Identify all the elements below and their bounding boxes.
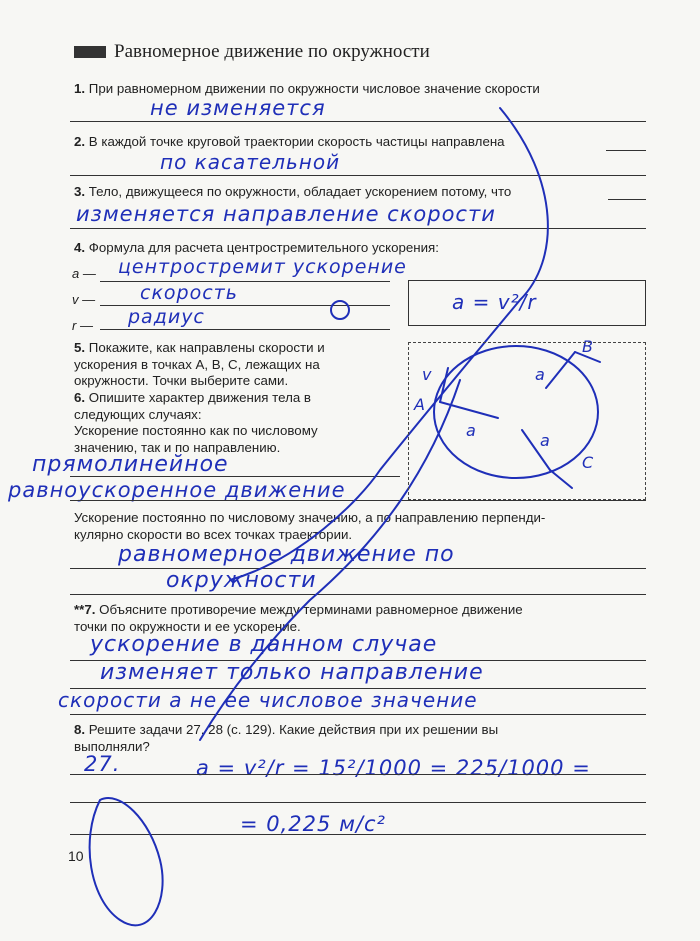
scribble-o [331,301,349,319]
answer-4r: радиус [128,306,205,328]
question-8-line: Решите задачи 27, 28 (с. 129). Какие действия при их решении вы [88,722,499,737]
acc-label: a [540,431,550,450]
acc-label: a [535,365,545,384]
answer-6a-2: равноускоренное движение [8,478,346,502]
question-6-case1: значению, так и по направлению. [74,439,281,455]
question-2-number: 2. [74,134,86,149]
point-b-label: B [582,337,593,356]
answer-8-work: a = v²/r = 15²/1000 = 225/1000 = [196,756,591,780]
point-a-label: A [414,395,425,414]
question-6-case1: Ускорение постоянно как по числовому [74,423,318,438]
question-6-case2-line: кулярно скорости во всех точках траектории. [74,526,353,542]
question-7-number: **7. [74,602,96,617]
question-5-number: 5. [74,340,86,355]
answer-4a: центростремит ускорение [118,256,407,278]
acc-label: a [466,421,476,440]
page-title: Равномерное движение по окружности [114,41,430,62]
question-6-line: Опишите характер движения тела в [88,390,311,405]
answer-1: не изменяется [150,96,326,120]
question-4-number: 4. [74,240,86,255]
question-5-line: Покажите, как направлены скорости и [88,340,325,355]
formula-answer: a = v²/r [452,290,537,314]
question-3-number: 3. [74,184,86,199]
question-7-line: точки по окружности и ее ускорение. [74,618,301,634]
question-3-text: Тело, движущееся по окружности, обладает ускорением потому, что [88,184,512,199]
vel-label: v [422,365,432,384]
answer-7-2: изменяет только направление [100,660,484,685]
question-6-line: следующих случаях: [74,406,202,422]
question-4-text: Формула для расчета центростремительного ускорения: [88,240,439,255]
point-c-label: C [582,453,594,472]
answer-6a-1: прямолинейное [32,452,229,477]
diagram-box [408,342,646,500]
answer-6b-2: окружности [166,568,317,593]
question-5-line: ускорения в точках A, B, C, лежащих на [74,356,320,372]
answer-4v: скорость [140,282,238,304]
answer-3: изменяется направление скорости [76,202,496,226]
answer-7-3: скорости а не ее числовое значение [58,688,478,712]
question-1-text: При равномерном движении по окружности числовое значение скорости [88,81,540,96]
question-6-case2-line: Ускорение постоянно по числовому значению, а по направлению перпенди- [74,510,546,525]
label-a: a — [72,266,96,281]
question-7-line: Объясните противоречие между терминами равномерное движение [99,602,523,617]
question-1-number: 1. [74,81,86,96]
answer-6b-1: равномерное движение по [118,542,455,567]
question-8-number: 8. [74,722,86,737]
label-r: r — [72,318,93,333]
scribble-loop [90,798,163,925]
label-v: v — [72,292,96,307]
answer-8-result: = 0,225 м/с² [240,812,386,836]
question-8-line: выполняли? [74,738,150,754]
answer-7-1: ускорение в данном случае [90,632,438,657]
question-5-line: окружности. Точки выберите сами. [74,373,289,388]
answer-8-num: 27. [84,752,121,776]
answer-2: по касательной [160,150,341,174]
question-6-number: 6. [74,390,86,405]
question-2-text: В каждой точке круговой траектории скорость частицы направлена [88,134,505,149]
page-number: 10 [68,848,84,864]
